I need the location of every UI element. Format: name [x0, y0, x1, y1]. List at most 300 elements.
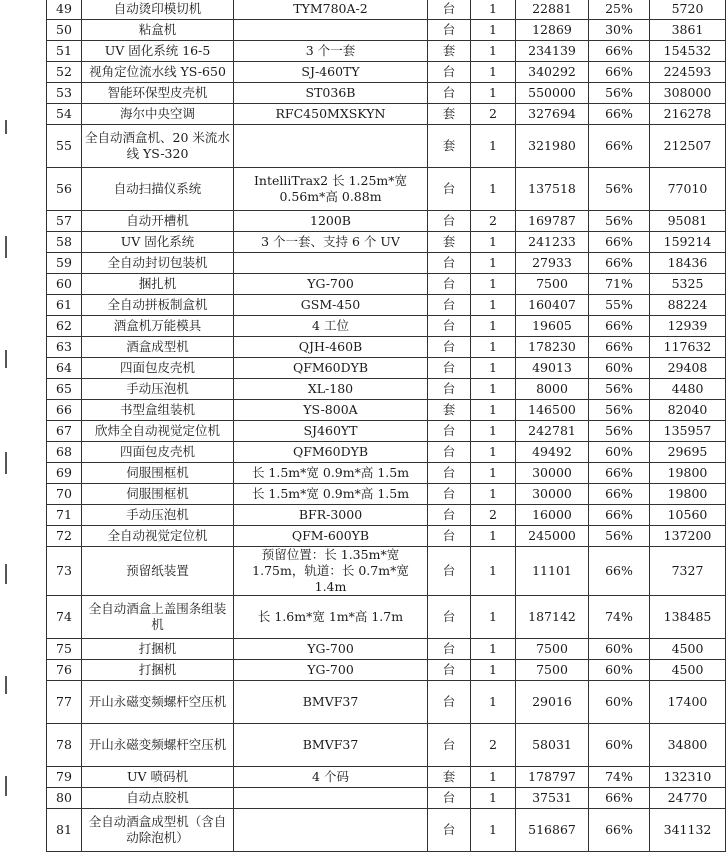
- equipment-name-cell: 欣炜全自动视觉定位机: [82, 421, 234, 442]
- quantity-cell: 1: [471, 232, 516, 253]
- quantity-cell: 1: [471, 358, 516, 379]
- equipment-name-cell: 手动压泡机: [82, 379, 234, 400]
- unit-cell: 套: [428, 125, 471, 168]
- newness-rate-cell: 60%: [589, 724, 650, 767]
- quantity-cell: 1: [471, 681, 516, 724]
- unit-cell: 台: [428, 442, 471, 463]
- model-spec-cell: RFC450MXSKYN: [234, 104, 428, 125]
- row-number-cell: 71: [47, 505, 82, 526]
- equipment-name-cell: 打捆机: [82, 660, 234, 681]
- model-spec-cell: 长 1.5m*宽 0.9m*高 1.5m: [234, 463, 428, 484]
- newness-rate-cell: 74%: [589, 596, 650, 639]
- equipment-name-cell: 全自动酒盒上盖围条组装机: [82, 596, 234, 639]
- unit-cell: 台: [428, 211, 471, 232]
- table-row: [47, 547, 726, 596]
- row-number-cell: 59: [47, 253, 82, 274]
- table-row: [47, 421, 726, 442]
- equipment-name-cell: 智能环保型皮壳机: [82, 83, 234, 104]
- newness-rate-cell: 66%: [589, 463, 650, 484]
- unit-cell: 台: [428, 253, 471, 274]
- assessed-value-cell: 18436: [650, 253, 726, 274]
- original-value-cell: 169787: [516, 211, 589, 232]
- assessed-value-cell: 341132: [650, 809, 726, 852]
- model-spec-cell: QFM60DYB: [234, 442, 428, 463]
- quantity-cell: 1: [471, 168, 516, 211]
- row-number-cell: 81: [47, 809, 82, 852]
- quantity-cell: 1: [471, 0, 516, 20]
- quantity-cell: 1: [471, 295, 516, 316]
- model-spec-cell: YG-700: [234, 660, 428, 681]
- equipment-name-cell: 海尔中央空调: [82, 104, 234, 125]
- table-row: [47, 596, 726, 639]
- original-value-cell: 550000: [516, 83, 589, 104]
- unit-cell: 台: [428, 295, 471, 316]
- quantity-cell: 1: [471, 596, 516, 639]
- unit-cell: 台: [428, 316, 471, 337]
- row-number-cell: 64: [47, 358, 82, 379]
- unit-cell: 套: [428, 232, 471, 253]
- model-spec-cell: 3 个一套: [234, 41, 428, 62]
- newness-rate-cell: 66%: [589, 788, 650, 809]
- unit-cell: 套: [428, 400, 471, 421]
- table-row: [47, 168, 726, 211]
- newness-rate-cell: 71%: [589, 274, 650, 295]
- table-row: [47, 639, 726, 660]
- assessed-value-cell: 24770: [650, 788, 726, 809]
- equipment-name-cell: 打捆机: [82, 639, 234, 660]
- model-spec-cell: QFM60DYB: [234, 358, 428, 379]
- quantity-cell: 1: [471, 526, 516, 547]
- newness-rate-cell: 56%: [589, 83, 650, 104]
- assessed-value-cell: 308000: [650, 83, 726, 104]
- equipment-table: [46, 0, 726, 852]
- equipment-name-cell: 视角定位流水线 YS-650: [82, 62, 234, 83]
- original-value-cell: 22881: [516, 0, 589, 20]
- original-value-cell: 241233: [516, 232, 589, 253]
- model-spec-cell: [234, 253, 428, 274]
- original-value-cell: 160407: [516, 295, 589, 316]
- quantity-cell: 1: [471, 337, 516, 358]
- assessed-value-cell: 138485: [650, 596, 726, 639]
- model-spec-cell: [234, 809, 428, 852]
- newness-rate-cell: 60%: [589, 660, 650, 681]
- newness-rate-cell: 56%: [589, 379, 650, 400]
- model-spec-cell: 3 个一套、支持 6 个 UV: [234, 232, 428, 253]
- quantity-cell: 1: [471, 400, 516, 421]
- table-row: [47, 295, 726, 316]
- model-spec-cell: QFM-600YB: [234, 526, 428, 547]
- newness-rate-cell: 66%: [589, 232, 650, 253]
- newness-rate-cell: 66%: [589, 484, 650, 505]
- assessed-value-cell: 4500: [650, 660, 726, 681]
- equipment-name-cell: 捆扎机: [82, 274, 234, 295]
- table-row: [47, 767, 726, 788]
- equipment-name-cell: 开山永磁变频螺杆空压机: [82, 724, 234, 767]
- assessed-value-cell: 19800: [650, 463, 726, 484]
- equipment-name-cell: 自动扫描仪系统: [82, 168, 234, 211]
- assessed-value-cell: 10560: [650, 505, 726, 526]
- row-number-cell: 67: [47, 421, 82, 442]
- unit-cell: 台: [428, 596, 471, 639]
- original-value-cell: 29016: [516, 681, 589, 724]
- newness-rate-cell: 56%: [589, 168, 650, 211]
- newness-rate-cell: 55%: [589, 295, 650, 316]
- original-value-cell: 7500: [516, 639, 589, 660]
- original-value-cell: 178230: [516, 337, 589, 358]
- original-value-cell: 30000: [516, 484, 589, 505]
- original-value-cell: 8000: [516, 379, 589, 400]
- original-value-cell: 49492: [516, 442, 589, 463]
- equipment-name-cell: 书型盒组装机: [82, 400, 234, 421]
- quantity-cell: 1: [471, 379, 516, 400]
- model-spec-cell: SJ460YT: [234, 421, 428, 442]
- assessed-value-cell: 154532: [650, 41, 726, 62]
- unit-cell: 台: [428, 337, 471, 358]
- binding-mark: [5, 676, 7, 694]
- newness-rate-cell: 25%: [589, 0, 650, 20]
- newness-rate-cell: 66%: [589, 337, 650, 358]
- equipment-name-cell: 自动开槽机: [82, 211, 234, 232]
- model-spec-cell: SJ-460TY: [234, 62, 428, 83]
- table-row: [47, 125, 726, 168]
- unit-cell: 台: [428, 809, 471, 852]
- table-row: [47, 379, 726, 400]
- assessed-value-cell: 17400: [650, 681, 726, 724]
- original-value-cell: 340292: [516, 62, 589, 83]
- equipment-name-cell: 伺服围框机: [82, 484, 234, 505]
- row-number-cell: 61: [47, 295, 82, 316]
- original-value-cell: 7500: [516, 660, 589, 681]
- newness-rate-cell: 66%: [589, 253, 650, 274]
- unit-cell: 台: [428, 660, 471, 681]
- quantity-cell: 1: [471, 316, 516, 337]
- newness-rate-cell: 74%: [589, 767, 650, 788]
- original-value-cell: 30000: [516, 463, 589, 484]
- unit-cell: 台: [428, 526, 471, 547]
- table-row: [47, 104, 726, 125]
- quantity-cell: 2: [471, 505, 516, 526]
- table-row: [47, 358, 726, 379]
- table-row: [47, 484, 726, 505]
- table-row: [47, 788, 726, 809]
- equipment-name-cell: 粘盒机: [82, 20, 234, 41]
- model-spec-cell: GSM-450: [234, 295, 428, 316]
- unit-cell: 台: [428, 505, 471, 526]
- quantity-cell: 1: [471, 125, 516, 168]
- unit-cell: 套: [428, 41, 471, 62]
- assessed-value-cell: 132310: [650, 767, 726, 788]
- row-number-cell: 58: [47, 232, 82, 253]
- row-number-cell: 60: [47, 274, 82, 295]
- table-row: [47, 211, 726, 232]
- binding-mark: [5, 776, 7, 796]
- assessed-value-cell: 82040: [650, 400, 726, 421]
- table-row: [47, 724, 726, 767]
- newness-rate-cell: 66%: [589, 505, 650, 526]
- binding-mark: [5, 350, 7, 368]
- binding-mark: [5, 120, 7, 134]
- binding-mark: [5, 236, 7, 258]
- original-value-cell: 146500: [516, 400, 589, 421]
- row-number-cell: 72: [47, 526, 82, 547]
- model-spec-cell: [234, 20, 428, 41]
- quantity-cell: 1: [471, 62, 516, 83]
- row-number-cell: 75: [47, 639, 82, 660]
- original-value-cell: 58031: [516, 724, 589, 767]
- assessed-value-cell: 29408: [650, 358, 726, 379]
- newness-rate-cell: 56%: [589, 400, 650, 421]
- model-spec-cell: XL-180: [234, 379, 428, 400]
- row-number-cell: 55: [47, 125, 82, 168]
- table-row: [47, 83, 726, 104]
- model-spec-cell: 4 工位: [234, 316, 428, 337]
- model-spec-cell: QJH-460B: [234, 337, 428, 358]
- unit-cell: 台: [428, 421, 471, 442]
- quantity-cell: 1: [471, 442, 516, 463]
- equipment-name-cell: UV 喷码机: [82, 767, 234, 788]
- unit-cell: 台: [428, 463, 471, 484]
- newness-rate-cell: 56%: [589, 421, 650, 442]
- quantity-cell: 1: [471, 767, 516, 788]
- original-value-cell: 327694: [516, 104, 589, 125]
- newness-rate-cell: 66%: [589, 316, 650, 337]
- model-spec-cell: 长 1.5m*宽 0.9m*高 1.5m: [234, 484, 428, 505]
- equipment-name-cell: 四面包皮壳机: [82, 358, 234, 379]
- assessed-value-cell: 117632: [650, 337, 726, 358]
- newness-rate-cell: 66%: [589, 41, 650, 62]
- unit-cell: 台: [428, 83, 471, 104]
- unit-cell: 台: [428, 0, 471, 20]
- unit-cell: 台: [428, 274, 471, 295]
- quantity-cell: 1: [471, 421, 516, 442]
- original-value-cell: 27933: [516, 253, 589, 274]
- quantity-cell: 2: [471, 724, 516, 767]
- equipment-name-cell: 酒盒成型机: [82, 337, 234, 358]
- equipment-name-cell: UV 固化系统 16-5: [82, 41, 234, 62]
- table-row: [47, 337, 726, 358]
- newness-rate-cell: 56%: [589, 211, 650, 232]
- quantity-cell: 1: [471, 660, 516, 681]
- assessed-value-cell: 5720: [650, 0, 726, 20]
- unit-cell: 套: [428, 104, 471, 125]
- equipment-name-cell: 酒盒机万能模具: [82, 316, 234, 337]
- original-value-cell: 37531: [516, 788, 589, 809]
- table-row: [47, 463, 726, 484]
- row-number-cell: 69: [47, 463, 82, 484]
- table-row: [47, 526, 726, 547]
- original-value-cell: 242781: [516, 421, 589, 442]
- table-row: [47, 681, 726, 724]
- quantity-cell: 1: [471, 253, 516, 274]
- newness-rate-cell: 56%: [589, 526, 650, 547]
- table-row: [47, 0, 726, 20]
- row-number-cell: 66: [47, 400, 82, 421]
- original-value-cell: 11101: [516, 547, 589, 596]
- model-spec-cell: YG-700: [234, 274, 428, 295]
- assessed-value-cell: 5325: [650, 274, 726, 295]
- table-row: [47, 20, 726, 41]
- row-number-cell: 62: [47, 316, 82, 337]
- unit-cell: 台: [428, 379, 471, 400]
- table-row: [47, 809, 726, 852]
- original-value-cell: 245000: [516, 526, 589, 547]
- unit-cell: 台: [428, 681, 471, 724]
- quantity-cell: 1: [471, 809, 516, 852]
- quantity-cell: 1: [471, 547, 516, 596]
- row-number-cell: 53: [47, 83, 82, 104]
- quantity-cell: 2: [471, 104, 516, 125]
- model-spec-cell: TYM780A-2: [234, 0, 428, 20]
- quantity-cell: 1: [471, 463, 516, 484]
- table-row: [47, 505, 726, 526]
- binding-mark: [5, 564, 7, 584]
- row-number-cell: 57: [47, 211, 82, 232]
- original-value-cell: 7500: [516, 274, 589, 295]
- equipment-name-cell: 全自动酒盒机、20 米流水线 YS-320: [82, 125, 234, 168]
- model-spec-cell: 预留位置：长 1.35m*宽 1.75m，轨道：长 0.7m*宽 1.4m: [234, 547, 428, 596]
- assessed-value-cell: 159214: [650, 232, 726, 253]
- equipment-name-cell: 全自动视觉定位机: [82, 526, 234, 547]
- assessed-value-cell: 29695: [650, 442, 726, 463]
- quantity-cell: 2: [471, 211, 516, 232]
- table-row: [47, 274, 726, 295]
- row-number-cell: 74: [47, 596, 82, 639]
- row-number-cell: 51: [47, 41, 82, 62]
- assessed-value-cell: 34800: [650, 724, 726, 767]
- newness-rate-cell: 66%: [589, 809, 650, 852]
- original-value-cell: 19605: [516, 316, 589, 337]
- row-number-cell: 73: [47, 547, 82, 596]
- quantity-cell: 1: [471, 41, 516, 62]
- table-row: [47, 62, 726, 83]
- assessed-value-cell: 4500: [650, 639, 726, 660]
- row-number-cell: 52: [47, 62, 82, 83]
- table-row: [47, 232, 726, 253]
- quantity-cell: 1: [471, 788, 516, 809]
- row-number-cell: 54: [47, 104, 82, 125]
- assessed-value-cell: 88224: [650, 295, 726, 316]
- assessed-value-cell: 12939: [650, 316, 726, 337]
- original-value-cell: 234139: [516, 41, 589, 62]
- model-spec-cell: BMVF37: [234, 681, 428, 724]
- table-row: [47, 316, 726, 337]
- assessed-value-cell: 95081: [650, 211, 726, 232]
- assessed-value-cell: 137200: [650, 526, 726, 547]
- unit-cell: 台: [428, 20, 471, 41]
- table-row: [47, 660, 726, 681]
- model-spec-cell: [234, 788, 428, 809]
- unit-cell: 台: [428, 484, 471, 505]
- newness-rate-cell: 66%: [589, 125, 650, 168]
- assessed-value-cell: 3861: [650, 20, 726, 41]
- equipment-name-cell: 全自动封切包装机: [82, 253, 234, 274]
- assessed-value-cell: 19800: [650, 484, 726, 505]
- unit-cell: 台: [428, 358, 471, 379]
- original-value-cell: 12869: [516, 20, 589, 41]
- row-number-cell: 80: [47, 788, 82, 809]
- model-spec-cell: BFR-3000: [234, 505, 428, 526]
- equipment-name-cell: 预留纸装置: [82, 547, 234, 596]
- newness-rate-cell: 66%: [589, 547, 650, 596]
- quantity-cell: 1: [471, 20, 516, 41]
- row-number-cell: 76: [47, 660, 82, 681]
- newness-rate-cell: 60%: [589, 639, 650, 660]
- equipment-table-body: [47, 0, 726, 852]
- original-value-cell: 516867: [516, 809, 589, 852]
- newness-rate-cell: 66%: [589, 62, 650, 83]
- row-number-cell: 63: [47, 337, 82, 358]
- newness-rate-cell: 30%: [589, 20, 650, 41]
- quantity-cell: 1: [471, 484, 516, 505]
- unit-cell: 套: [428, 767, 471, 788]
- equipment-name-cell: UV 固化系统: [82, 232, 234, 253]
- table-row: [47, 442, 726, 463]
- row-number-cell: 49: [47, 0, 82, 20]
- model-spec-cell: [234, 125, 428, 168]
- equipment-name-cell: 开山永磁变频螺杆空压机: [82, 681, 234, 724]
- row-number-cell: 77: [47, 681, 82, 724]
- equipment-name-cell: 全自动酒盒成型机（含自动除泡机）: [82, 809, 234, 852]
- model-spec-cell: BMVF37: [234, 724, 428, 767]
- model-spec-cell: 4 个码: [234, 767, 428, 788]
- model-spec-cell: YG-700: [234, 639, 428, 660]
- assessed-value-cell: 7327: [650, 547, 726, 596]
- assessed-value-cell: 216278: [650, 104, 726, 125]
- table-row: [47, 41, 726, 62]
- equipment-name-cell: 手动压泡机: [82, 505, 234, 526]
- row-number-cell: 56: [47, 168, 82, 211]
- model-spec-cell: 长 1.6m*宽 1m*高 1.7m: [234, 596, 428, 639]
- assessed-value-cell: 77010: [650, 168, 726, 211]
- newness-rate-cell: 60%: [589, 358, 650, 379]
- unit-cell: 台: [428, 639, 471, 660]
- unit-cell: 台: [428, 62, 471, 83]
- unit-cell: 台: [428, 168, 471, 211]
- equipment-name-cell: 四面包皮壳机: [82, 442, 234, 463]
- row-number-cell: 68: [47, 442, 82, 463]
- model-spec-cell: IntelliTrax2 长 1.25m*宽 0.56m*高 0.88m: [234, 168, 428, 211]
- original-value-cell: 49013: [516, 358, 589, 379]
- equipment-name-cell: 自动烫印模切机: [82, 0, 234, 20]
- table-row: [47, 400, 726, 421]
- unit-cell: 台: [428, 788, 471, 809]
- model-spec-cell: YS-800A: [234, 400, 428, 421]
- quantity-cell: 1: [471, 274, 516, 295]
- equipment-name-cell: 伺服围框机: [82, 463, 234, 484]
- unit-cell: 台: [428, 724, 471, 767]
- newness-rate-cell: 60%: [589, 442, 650, 463]
- original-value-cell: 16000: [516, 505, 589, 526]
- assessed-value-cell: 4480: [650, 379, 726, 400]
- row-number-cell: 65: [47, 379, 82, 400]
- table-row: [47, 253, 726, 274]
- quantity-cell: 1: [471, 639, 516, 660]
- original-value-cell: 137518: [516, 168, 589, 211]
- quantity-cell: 1: [471, 83, 516, 104]
- assessed-value-cell: 212507: [650, 125, 726, 168]
- newness-rate-cell: 66%: [589, 104, 650, 125]
- row-number-cell: 70: [47, 484, 82, 505]
- row-number-cell: 78: [47, 724, 82, 767]
- equipment-name-cell: 全自动拼板制盒机: [82, 295, 234, 316]
- row-number-cell: 79: [47, 767, 82, 788]
- model-spec-cell: 1200B: [234, 211, 428, 232]
- model-spec-cell: ST036B: [234, 83, 428, 104]
- equipment-name-cell: 自动点胶机: [82, 788, 234, 809]
- unit-cell: 台: [428, 547, 471, 596]
- newness-rate-cell: 60%: [589, 681, 650, 724]
- assessed-value-cell: 224593: [650, 62, 726, 83]
